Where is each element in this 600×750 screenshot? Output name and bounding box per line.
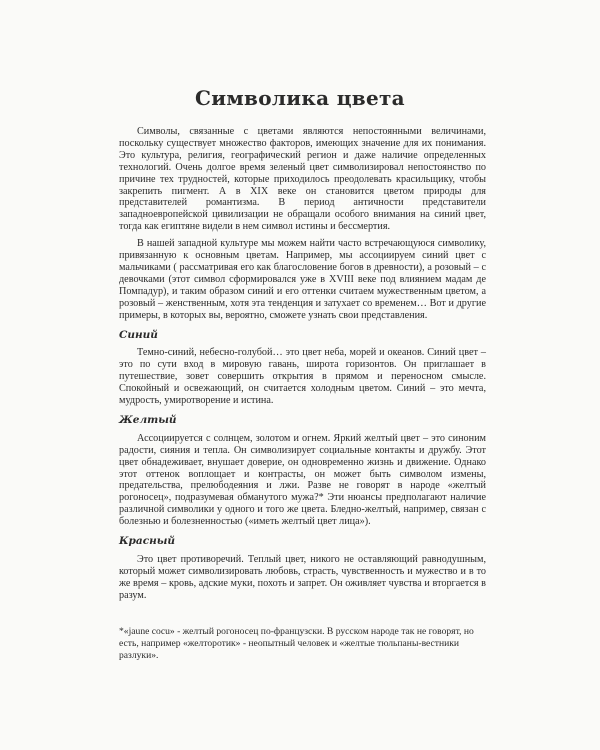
section-text-red: Это цвет противоречий. Теплый цвет, никого не оставляющий равнодушным, который может символизировать любовь, страсть, чувственность и мужество и в то же время – кровь, адские муки, похоть и запрет. Он оживляет чувства и вторгается в разум.: [119, 554, 486, 601]
section-text-blue: Темно-синий, небесно-голубой… это цвет неба, морей и океанов. Синий цвет – это по сути вход в мировую гавань, широта горизонтов. Он приглашает в путешествие, зовет совершить открытия в прямом и переносном смысле. Спокойный и освежающий, он считается холодным цветом. Синий – это мечта, мудрость, умиротворение и истина.: [119, 347, 486, 407]
section-text-yellow: Ассоциируется с солнцем, золотом и огнем. Яркий желтый цвет – это синоним радости, сияния и тепла. Он символизирует социальные контакты и дружбу. Этот цвет обнадеживает, внушает доверие, он одновременно жизнь и движение. Однако этот оттенок воплощает и контрасты, он может быть символом измены, предательства, прелюбодеяния и лжи. Разве не говорят в народе «желтый рогоносец», подразумевая обманутого мужа?* Эти нюансы предполагают наличие различной символики у одного и того же цвета. Бледно-желтый, например, связан с болезнью и болезненностью («иметь желтый цвет лица»).: [119, 432, 486, 528]
intro-paragraph: Символы, связанные с цветами являются непостоянными величинами, поскольку существует множество факторов, имеющих значение для их понимания. Это культура, религия, географический регион и даже наличие определенных технологий. Очень долгое время зеленый цвет символизировал непостоянство по причине тех трудностей, которые приходилось преодолевать красильщику, чтобы закрепить пигмент. А в XIX веке он становится цветом природы для представителей романтизма. В период античности представители западноевропейской цивилизации не обращали особого внимания на синий цвет, тогда как египтяне видели в нем символ истины и бессмертия.: [119, 126, 486, 233]
page-title: Символика цвета: [195, 86, 405, 110]
section-heading-red: Красный: [119, 535, 176, 548]
section-heading-blue: Синий: [119, 328, 158, 341]
article-body: [119, 126, 486, 607]
section-heading-yellow: Желтый: [119, 413, 177, 426]
intro-paragraph: В нашей западной культуре мы можем найти часто встречающуюся символику, привязанную к основным цветам. Например, мы ассоциируем синий цвет с мальчиками ( рассматривая его как благословение богов в древности), а розовый – с девочками (этот символ сформировался уже в XVIII веке под влиянием мадам де Помпадур), и таким образом синий и его оттенки считаем мужественным цветом, а розовый – женственным, хотя эта тенденция и затухает со временем… Вот и другие примеры, в которых вы, вероятно, сможете узнать свои представления.: [119, 238, 486, 321]
footnote: *«jaune cocu» - желтый рогоносец по-французски. В русском народе так не говорят, но есть, например «желторотик» - неопытный человек и «желтые тюльпаны-вестники разлуки».: [119, 626, 474, 661]
